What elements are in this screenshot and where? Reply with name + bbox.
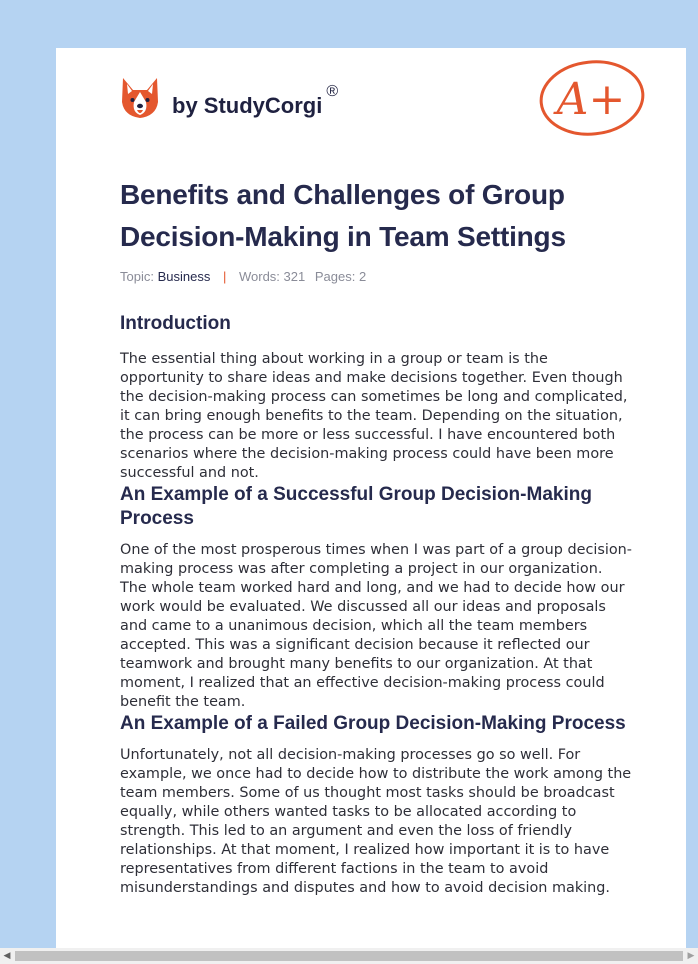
brand-name: by StudyCorgi — [172, 93, 323, 118]
studycorgi-logo[interactable] — [120, 76, 338, 120]
meta-separator: | — [222, 269, 227, 284]
document-page — [56, 48, 686, 948]
article-meta — [120, 268, 632, 286]
section-heading-successful-example: An Example of a Successful Group Decision-Making Process — [120, 484, 592, 529]
registered-mark: ® — [326, 83, 339, 100]
scroll-thumb[interactable] — [15, 951, 683, 961]
topic-value[interactable]: Business — [157, 269, 211, 284]
grade-text: A+ — [556, 74, 626, 125]
scroll-left-arrow-icon[interactable]: ◀ — [3, 951, 11, 961]
section-heading-failed-example: An Example of a Failed Group Decision-Making Process — [120, 713, 626, 734]
pages-value: 2 — [358, 269, 367, 284]
a-plus-grade-badge — [538, 58, 648, 140]
words-label: Words: — [238, 269, 280, 284]
pages-label: Pages: — [314, 269, 356, 284]
words-value: 321 — [283, 269, 306, 284]
section-text-successful-example: One of the most prosperous times when I was part of a group decision-making process was after completing a project in our organization. The whole team worked hard and long, and we had to decide how our work would be evaluated. We discussed all our ideas and proposals and came to a unanimous decision, which all the team members accepted. This was a significant decision because it reflected our teamwork and brought many benefits to our organization. At that moment, I realized that an effective decision-making process could benefit the team. — [120, 542, 632, 710]
article — [120, 174, 632, 898]
article-title: Benefits and Challenges of Group Decision-Making in Team Settings — [120, 179, 566, 252]
corgi-logo-icon — [120, 76, 160, 120]
topic-label: Topic: — [120, 269, 154, 284]
horizontal-scrollbar[interactable] — [0, 948, 698, 964]
section-heading-introduction: Introduction — [120, 313, 231, 334]
section-text-failed-example: Unfortunately, not all decision-making processes go so well. For example, we once had to decide how to distribute the work among the team members. Some of us thought most tasks should be broadcast equally, while others wanted tasks to be allocated according to strength. This led to an argument and even the loss of friendly relationships. At that moment, I realized how important it is to have representatives from different factions in the team to avoid misunderstandings and disputes and how to avoid decision making. — [120, 747, 632, 896]
section-text-introduction: The essential thing about working in a group or team is the opportunity to share ideas and make decisions together. Even though the decision-making process can sometimes be long and complicated, it can bring enough benefits to the team. Depending on the situation, the process can be more or less successful. I have encountered both scenarios where the decision-making process could have been more successful and not. — [120, 351, 628, 481]
scroll-right-arrow-icon[interactable]: ▶ — [687, 951, 695, 961]
